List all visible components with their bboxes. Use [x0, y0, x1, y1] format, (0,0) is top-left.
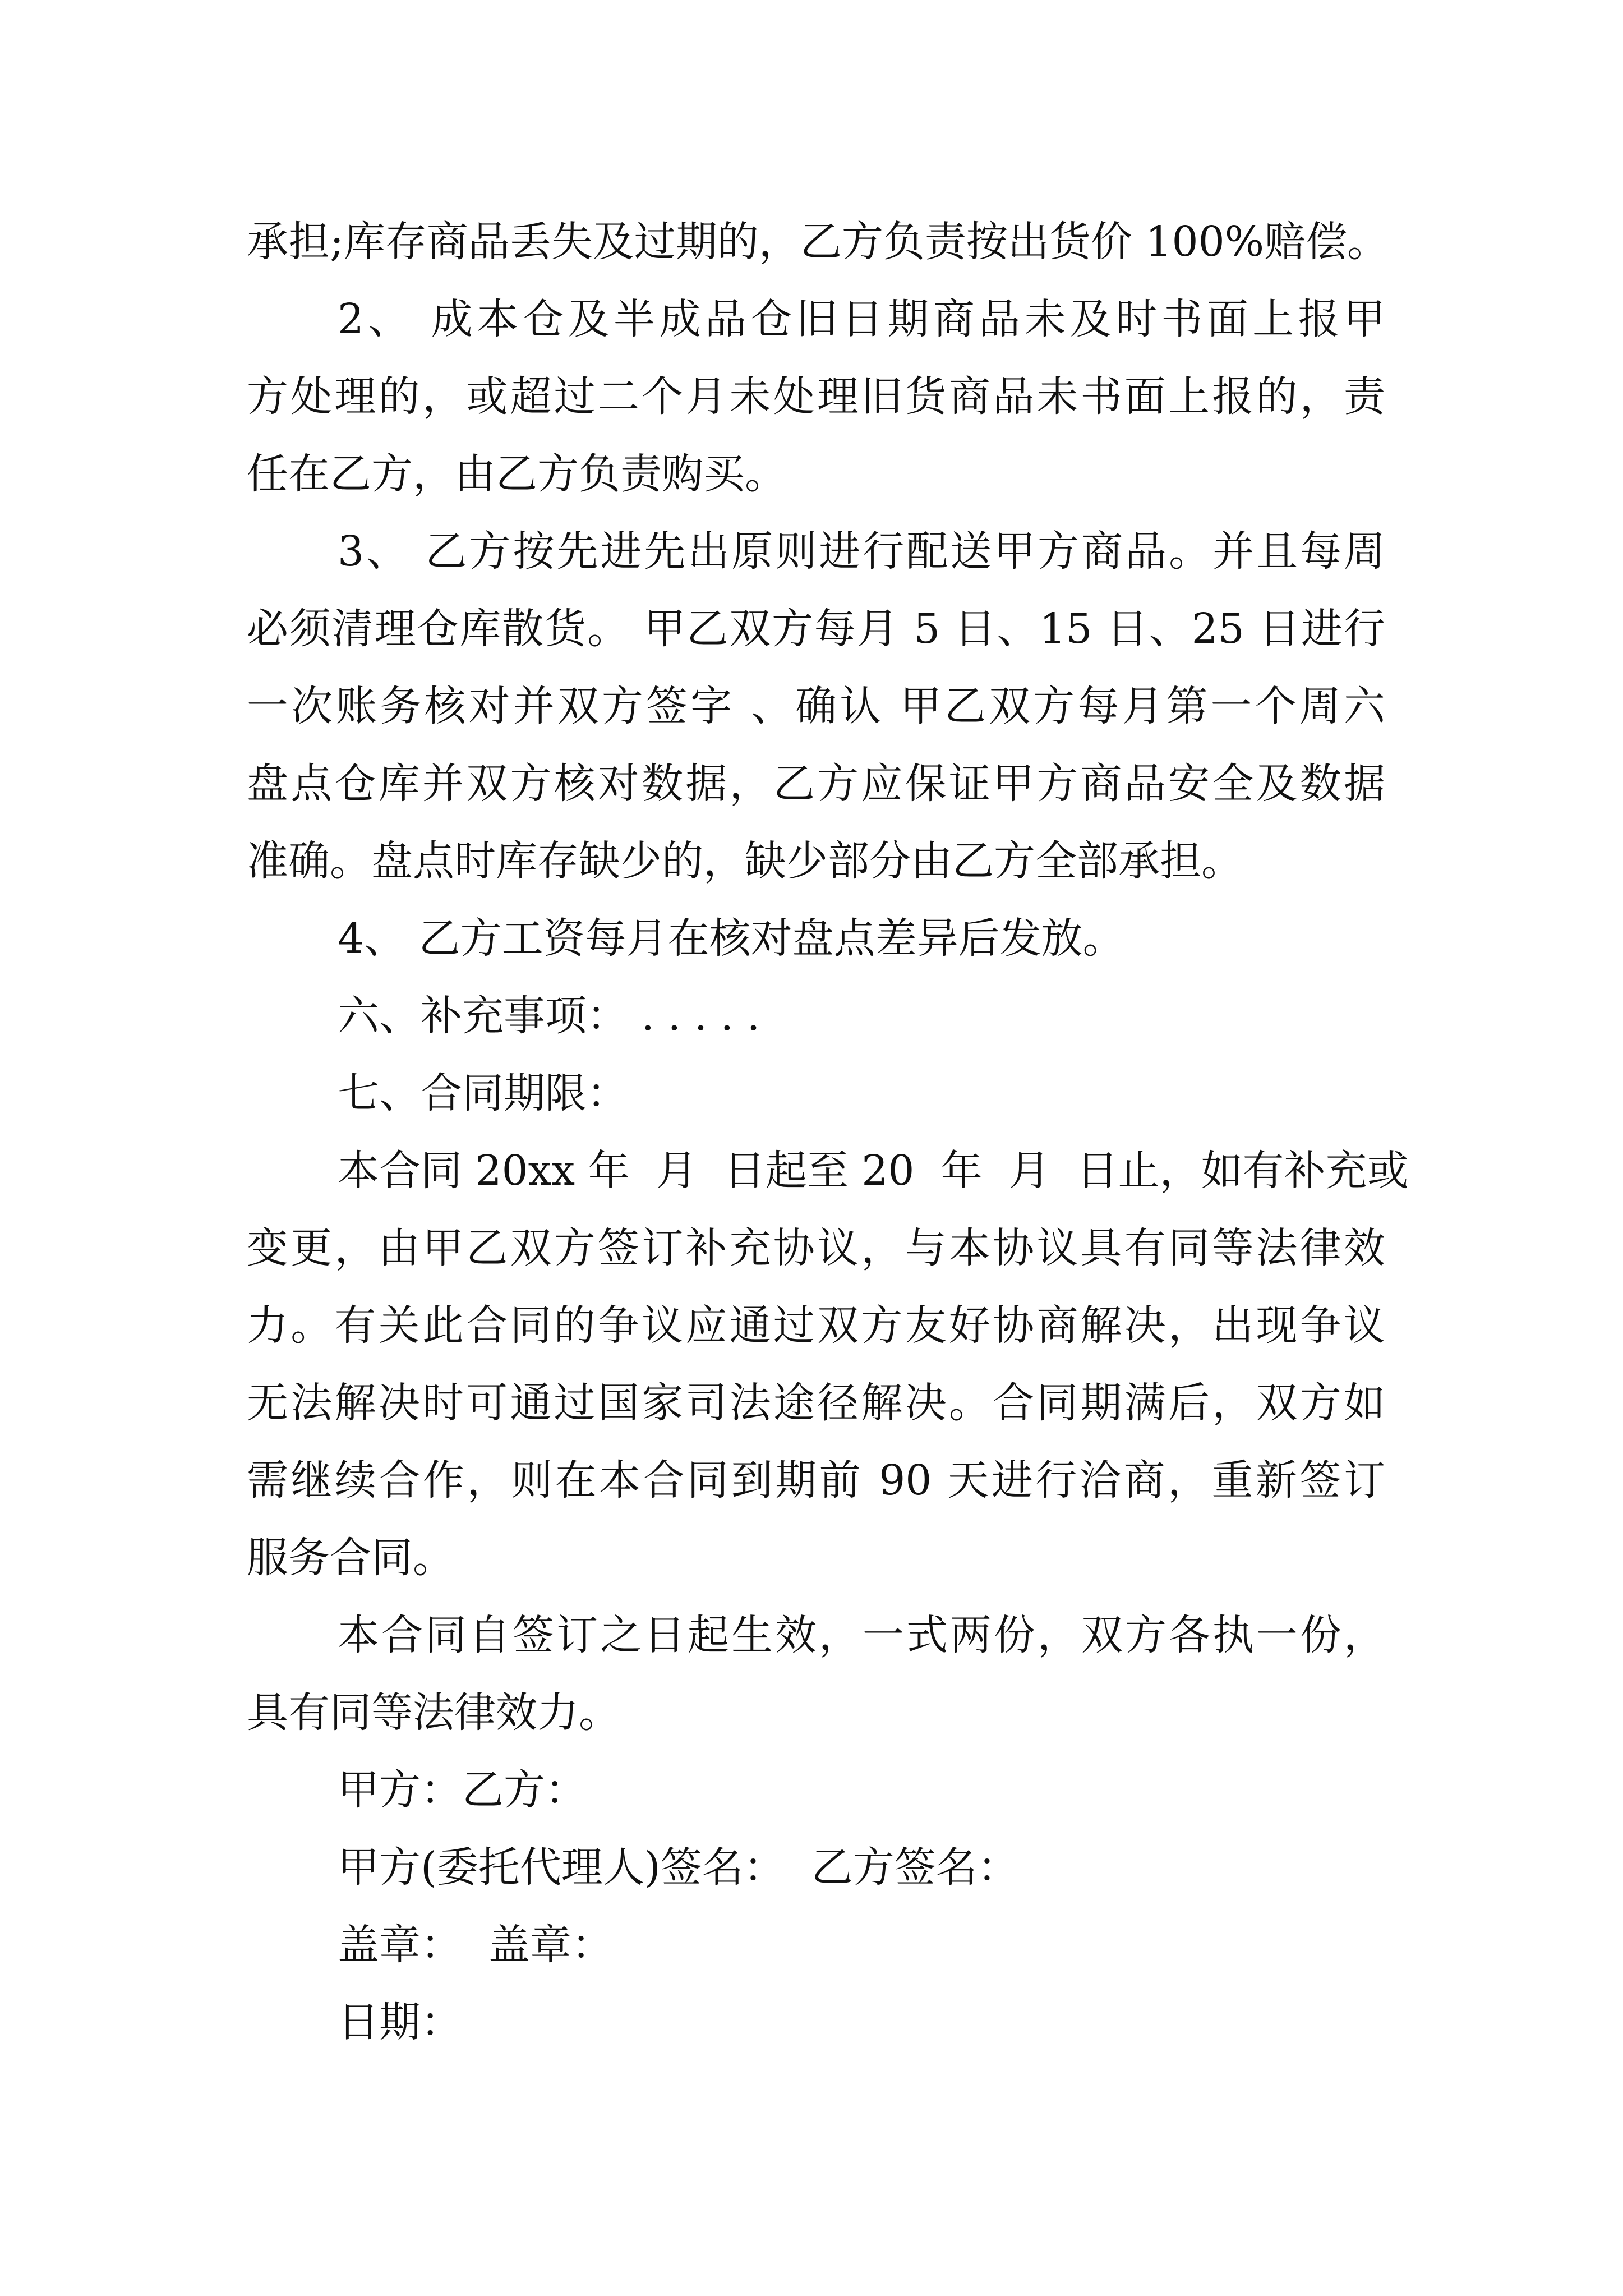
text-line: 方处理的，或超过二个月未处理旧货商品未书面上报的，责: [247, 372, 1385, 421]
signature-seals: 盖章： 盖章：: [338, 1921, 614, 1969]
text-line: 准确。盘点时库存缺少的，缺少部分由乙方全部承担。: [247, 837, 1243, 885]
text-line: 变更，由甲乙双方签订补充协议，与本协议具有同等法律效: [247, 1224, 1385, 1272]
signature-names: 甲方(委托代理人)签名： 乙方签名：: [338, 1843, 1019, 1892]
text-line: 力。有关此合同的争议应通过双方友好协商解决，出现争议: [247, 1301, 1385, 1350]
text-line: 无法解决时可通过国家司法途径解决。合同期满后，双方如: [247, 1379, 1385, 1427]
text-line: 必须清理仓库散货。 甲乙双方每月 5 日、15 日、25 日进行: [247, 605, 1385, 653]
text-line: 3、 乙方按先进先出原则进行配送甲方商品。并且每周: [338, 527, 1385, 576]
section-heading: 七、合同期限：: [338, 1069, 628, 1117]
document-body: [247, 203, 1409, 2061]
text-line: 本合同 20xx 年 月 日起至 20 年 月 日止，如有补充或: [338, 1147, 1409, 1195]
text-line: 2、 成本仓及半成品仓旧日期商品未及时书面上报甲: [338, 295, 1385, 343]
signature-date: 日期：: [338, 1998, 462, 2046]
text-line: 一次账务核对并双方签字 、确认 甲乙双方每月第一个周六: [247, 682, 1385, 730]
section-heading: 六、补充事项： . . . . .: [338, 992, 760, 1040]
text-line: 服务合同。: [247, 1534, 454, 1582]
signature-parties: 甲方：乙方：: [338, 1766, 587, 1814]
text-line: 4、 乙方工资每月在核对盘点差异后发放。: [338, 914, 1124, 963]
text-line: 具有同等法律效力。: [247, 1688, 620, 1737]
text-line: 需继续合作，则在本合同到期前 90 天进行洽商，重新签订: [247, 1456, 1385, 1504]
text-line: 盘点仓库并双方核对数据，乙方应保证甲方商品安全及数据: [247, 760, 1385, 808]
text-line: 承担;库存商品丢失及过期的，乙方负责按出货价 100%赔偿。: [247, 218, 1389, 266]
text-line: 本合同自签订之日起生效，一式两份，双方各执一份，: [338, 1611, 1385, 1659]
text-line: 任在乙方，由乙方负责购买。: [247, 450, 786, 498]
